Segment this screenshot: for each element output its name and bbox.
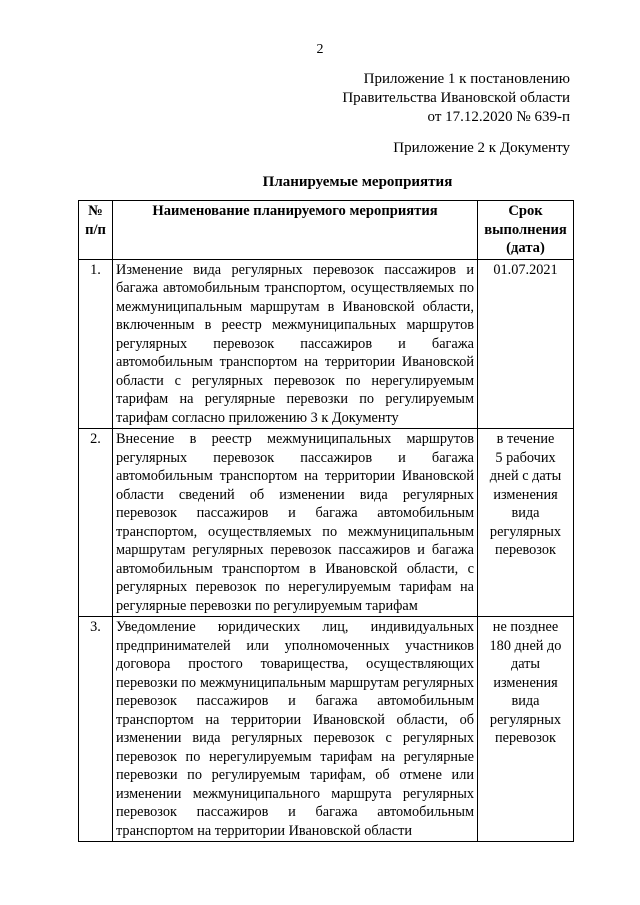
header-date — [478, 201, 574, 260]
row-1-date-line-1: 01.07.2021 — [493, 261, 558, 278]
row-3-date-line-2: 180 дней до — [489, 637, 562, 654]
row-3-num: 3. — [79, 617, 113, 842]
row-1-date — [478, 259, 574, 429]
row-2-date — [478, 429, 574, 617]
row-1-name: Изменение вида регулярных перевозок пассажиров и багажа автомобильным транспортом, осуществляемых по межмуниципальным маршрутам в Ивановской области, включенным в реестр межмуниципальных маршрутов регулярных перевозок пассажиров и багажа автомобильным транспортом на территории Ивановской области с регулярных перевозок по нерегулируемым тарифам на регулярные перевозки по регулируемым тарифам согласно приложению 3 к Документу — [113, 259, 478, 429]
row-2-date-line-5: вида — [511, 505, 540, 521]
row-3-date-line-4: изменения — [493, 674, 558, 691]
row-2-date-line-4: изменения — [493, 486, 558, 503]
table-row — [79, 429, 574, 617]
appendix-2-header — [393, 139, 570, 158]
row-2-date-line-1: в течение — [496, 431, 555, 447]
row-1-num: 1. — [79, 259, 113, 429]
appendix-1-line-3: от 17.12.2020 № 639-п — [427, 109, 570, 125]
appendix-2-line-1: Приложение 2 к Документу — [393, 140, 570, 156]
header-num-line-1: № — [88, 203, 103, 219]
table-row — [79, 259, 574, 429]
planned-events-table — [78, 200, 574, 842]
header-date-line-1: Срок — [508, 203, 543, 219]
appendix-1-header — [342, 70, 570, 127]
row-3-date-line-1: не позднее — [492, 619, 559, 635]
row-2-date-line-2: 5 рабочих — [495, 449, 556, 466]
row-2-date-line-7: перевозок — [495, 542, 556, 558]
row-3-date-line-3: даты — [510, 656, 541, 672]
row-3-date-line-7: перевозок — [495, 730, 556, 746]
header-date-line-2: выполнения — [484, 221, 567, 238]
page-number: 2 — [316, 42, 324, 57]
table-header-row — [79, 201, 574, 260]
row-3-name: Уведомление юридических лиц, индивидуальных предпринимателей или уполномоченных участников договора простого товарищества, осуществляющих перевозки по межмуниципальным маршрутам регулярных перевозок пассажиров и багажа автомобильным транспортом на территории Ивановской области, об изменении вида регулярных перевозок с регулярных перевозок по нерегулируемым тарифам на регулярные перевозки по регулируемым тарифам, об отмене или изменении межмуниципального маршрута регулярных перевозок пассажиров и багажа автомобильным транспортом на территории Ивановской области — [113, 617, 478, 842]
table-row — [79, 617, 574, 842]
appendix-1-line-1: Приложение 1 к постановлению — [363, 71, 570, 87]
row-3-date — [478, 617, 574, 842]
document-title: Планируемые мероприятия — [262, 174, 453, 190]
row-2-date-line-6: регулярных — [489, 523, 562, 540]
row-2-num: 2. — [79, 429, 113, 617]
header-num — [79, 201, 113, 260]
row-3-date-line-5: вида — [511, 693, 540, 709]
row-3-date-line-6: регулярных — [489, 711, 562, 728]
header-num-line-2: п/п — [85, 221, 106, 238]
row-2-name: Внесение в реестр межмуниципальных маршрутов регулярных перевозок пассажиров и багажа автомобильным транспортом на территории Ивановской области сведений об изменении вида регулярных перевозок пассажиров и багажа автомобильным транспортом, осуществляемых по межмуниципальным маршрутам регулярных перевозок пассажиров и багажа автомобильным транспортом в Ивановской области, с регулярных перевозок по нерегулируемым тарифам на регулярные перевозки по регулируемым тарифам — [113, 429, 478, 617]
header-name: Наименование планируемого мероприятия — [113, 201, 478, 260]
header-date-line-3: (дата) — [506, 240, 545, 256]
appendix-1-line-2: Правительства Ивановской области — [342, 90, 570, 106]
row-2-date-line-3: дней с даты — [489, 468, 562, 484]
